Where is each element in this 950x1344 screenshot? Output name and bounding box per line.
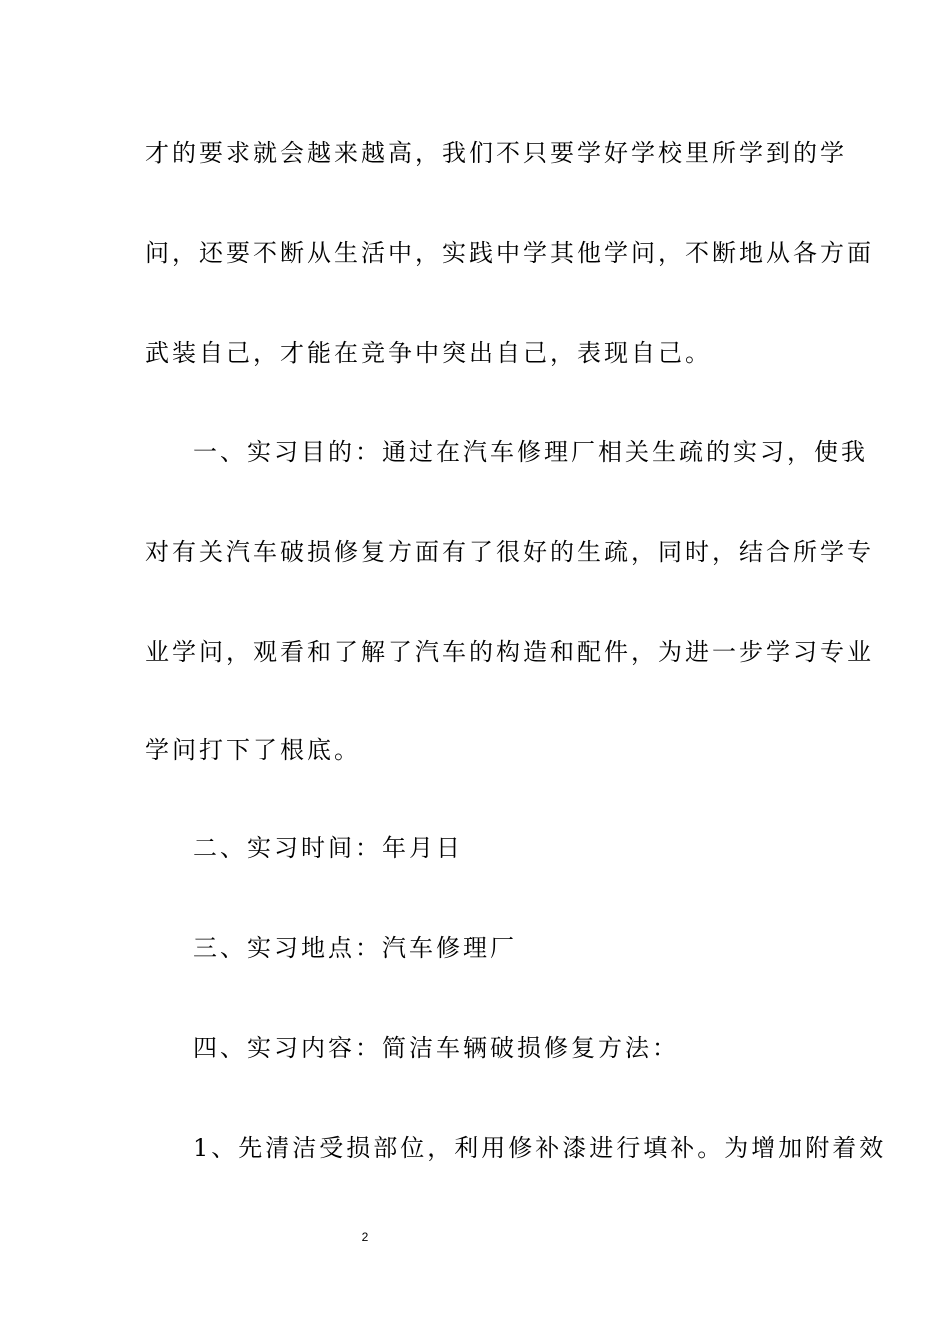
section-purpose-line-4: 学问打下了根底。	[145, 736, 361, 764]
section-content-heading: 四、实习内容：简洁车辆破损修复方法：	[193, 1034, 679, 1062]
section-purpose-line-2: 对有关汽车破损修复方面有了很好的生疏，同时，结合所学专	[145, 538, 874, 566]
section-location-heading: 三、实习地点：汽车修理厂	[193, 934, 517, 962]
section-purpose-line-3: 业学问，观看和了解了汽车的构造和配件，为进一步学习专业	[145, 638, 874, 666]
section-purpose-line-1: 一、实习目的：通过在汽车修理厂相关生疏的实习，使我	[193, 438, 868, 466]
list-item-1: 1、先清洁受损部位，利用修补漆进行填补。为增加附着效	[193, 1134, 887, 1162]
page-number: 2	[361, 1230, 369, 1244]
section-time-heading: 二、实习时间：年月日	[193, 834, 463, 862]
paragraph-line-1: 才的要求就会越来越高，我们不只要学好学校里所学到的学	[145, 139, 847, 167]
paragraph-line-3: 武装自己，才能在竞争中突出自己，表现自己。	[145, 339, 712, 367]
paragraph-line-2: 问，还要不断从生活中，实践中学其他学问，不断地从各方面	[145, 239, 874, 267]
